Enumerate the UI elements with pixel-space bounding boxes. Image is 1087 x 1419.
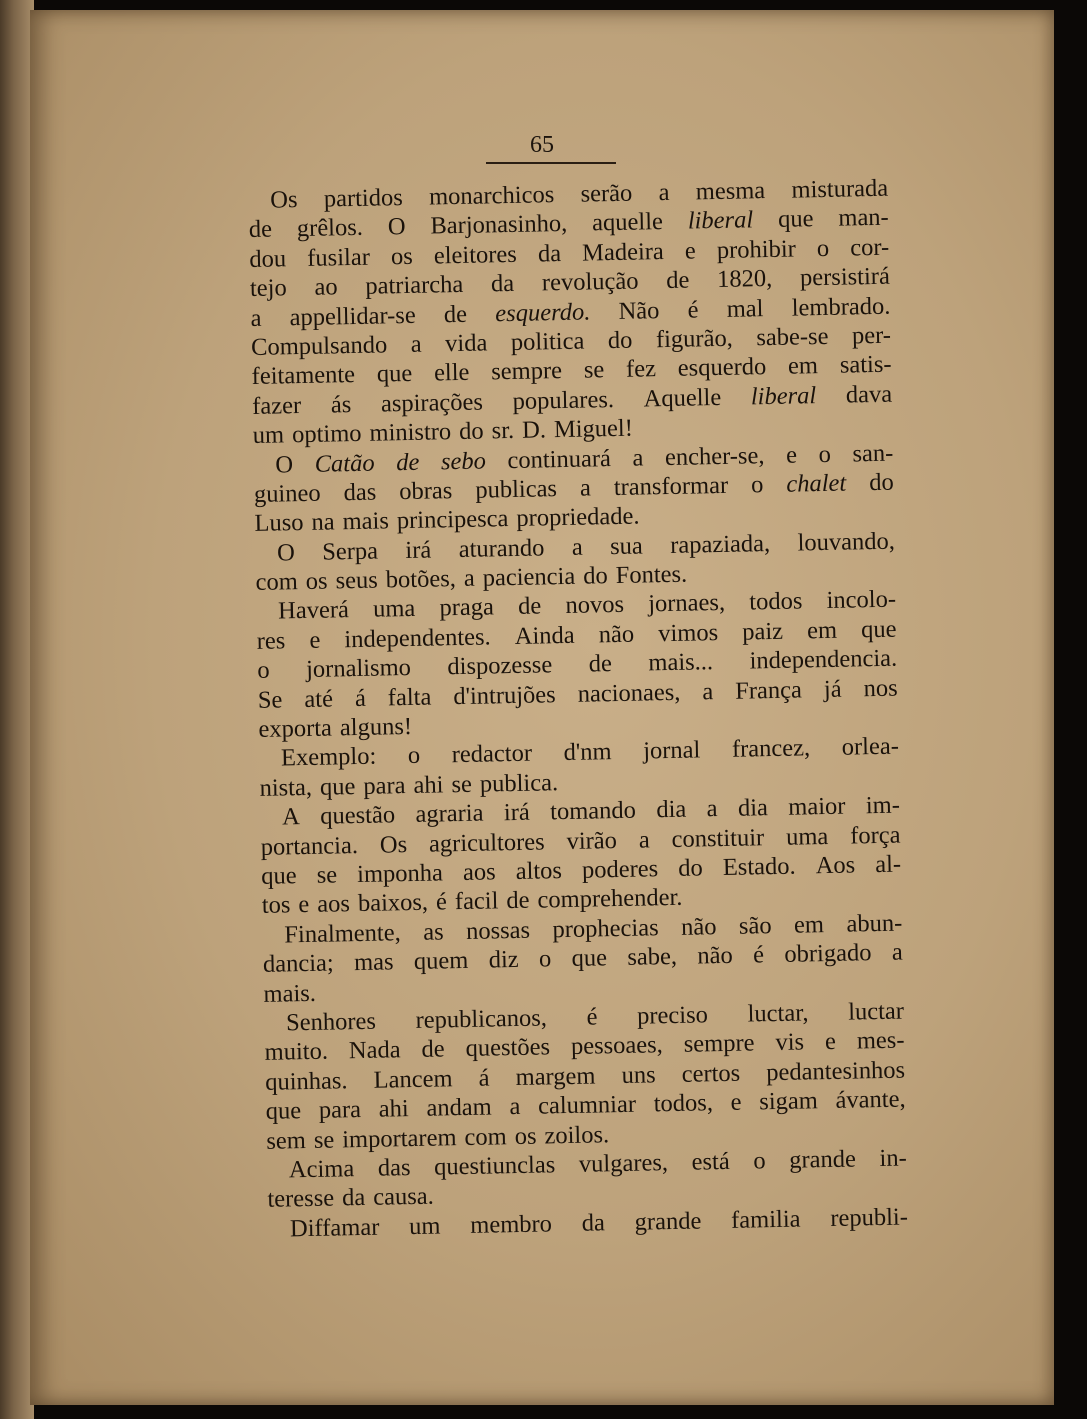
- word: agraria: [415, 799, 484, 829]
- word: mais...: [648, 648, 714, 677]
- word: Finalmente,: [284, 918, 401, 949]
- word: sem: [266, 1126, 307, 1155]
- word: serão: [580, 179, 633, 208]
- word: Lancem: [373, 1064, 453, 1094]
- word: um: [408, 1212, 441, 1240]
- word: o: [538, 945, 552, 973]
- word: im-: [865, 791, 901, 820]
- word: independentes.: [344, 623, 491, 654]
- word: vis: [775, 1028, 805, 1057]
- word: em: [793, 910, 825, 939]
- word: aos: [317, 890, 351, 919]
- word: irá: [503, 798, 530, 827]
- word: pessoaes,: [570, 1031, 664, 1061]
- word: Se: [257, 686, 283, 714]
- word: e: [309, 626, 321, 654]
- word: das: [377, 1153, 411, 1182]
- word: mes-: [856, 1026, 905, 1055]
- word: aturando: [458, 534, 545, 563]
- word: ahi: [378, 1095, 409, 1123]
- word: comprehender.: [537, 884, 683, 914]
- word: luctar,: [747, 999, 809, 1028]
- word: Estado.: [722, 852, 796, 881]
- word: são: [738, 911, 772, 940]
- word: nacionaes,: [577, 678, 681, 708]
- word: Diffamar: [289, 1213, 380, 1243]
- word: que: [260, 862, 297, 890]
- word: francez,: [731, 734, 811, 764]
- word: poderes: [581, 855, 659, 884]
- word: do: [582, 562, 608, 590]
- word: se: [313, 1126, 335, 1154]
- word: um: [252, 421, 285, 450]
- word: fazer: [251, 391, 302, 420]
- word: de: [665, 266, 690, 295]
- word: importarem: [341, 1123, 457, 1153]
- word: in-: [879, 1144, 907, 1172]
- word: figurão,: [655, 324, 734, 354]
- word: todos,: [653, 1089, 714, 1118]
- page-number: 65: [530, 132, 554, 158]
- word: até: [304, 685, 334, 713]
- word: aquelle: [591, 208, 664, 237]
- word: fez: [625, 355, 657, 384]
- word: tejo: [249, 274, 287, 303]
- word: appellidar-se: [289, 301, 416, 331]
- word: lembrado.: [791, 292, 891, 322]
- word: constituir: [671, 823, 765, 853]
- word: seus: [335, 566, 379, 595]
- word: grêlos.: [296, 214, 364, 243]
- word: que: [265, 1097, 302, 1125]
- word: e: [730, 1088, 742, 1117]
- word: dou: [249, 245, 287, 273]
- word: tomando: [549, 796, 637, 826]
- word: em: [806, 616, 838, 645]
- word: Nada: [348, 1036, 401, 1065]
- word: que: [860, 615, 897, 644]
- word: zoilos.: [544, 1120, 610, 1149]
- word: o: [818, 440, 832, 468]
- word: Ainda: [514, 621, 575, 650]
- word: alguns!: [339, 712, 413, 742]
- word: liberal: [687, 206, 754, 235]
- word: de: [248, 215, 273, 244]
- word: do: [677, 854, 704, 882]
- word: patriarcha: [365, 271, 464, 300]
- word: da: [341, 1184, 366, 1212]
- word: exporta: [258, 714, 333, 743]
- word: dispozesse: [447, 651, 553, 681]
- word: a: [658, 178, 670, 207]
- word: á: [478, 1064, 490, 1092]
- word: Compulsando: [250, 331, 388, 361]
- word: novos: [565, 591, 625, 620]
- word: não: [598, 620, 635, 649]
- word: questão: [319, 801, 396, 830]
- word: politica: [510, 327, 585, 356]
- word: de: [588, 650, 613, 678]
- word: republicanos,: [415, 1004, 548, 1034]
- word: sigam: [759, 1087, 819, 1116]
- word: margem: [515, 1062, 596, 1091]
- word: Catão: [314, 449, 375, 478]
- word: vulgares,: [578, 1149, 669, 1178]
- word: prohibir: [716, 235, 797, 264]
- word: esquerdo.: [495, 298, 591, 327]
- word: publica.: [479, 768, 559, 798]
- word: continuará: [507, 444, 612, 474]
- word: dia: [656, 795, 687, 824]
- word: de: [421, 1035, 445, 1064]
- word: imponha: [356, 859, 444, 889]
- word: Haverá: [277, 596, 350, 625]
- word: que: [319, 772, 356, 801]
- word: sebo: [440, 447, 487, 475]
- word: sempre: [490, 357, 563, 386]
- word: Não: [618, 296, 660, 325]
- word: do: [607, 326, 633, 355]
- word: partidos: [323, 184, 404, 213]
- word: a: [571, 533, 583, 561]
- word: o: [753, 1147, 766, 1175]
- word: já: [823, 675, 842, 703]
- word: baixos,: [357, 889, 429, 918]
- word: D.: [521, 416, 547, 444]
- word: irá: [405, 536, 432, 564]
- word: é: [435, 888, 448, 916]
- word: mas: [353, 948, 394, 977]
- word: optimo: [291, 419, 362, 449]
- word: O: [387, 213, 406, 241]
- word: e: [824, 1028, 837, 1056]
- word: pedantesinhos: [766, 1056, 906, 1086]
- word: 1820,: [716, 265, 773, 294]
- word: louvando,: [797, 527, 896, 557]
- word: se: [316, 861, 338, 889]
- word: França: [734, 676, 803, 705]
- word: Aos: [815, 851, 856, 880]
- word: que: [571, 944, 608, 973]
- word: O: [276, 538, 296, 567]
- word: e: [785, 441, 798, 469]
- word: preciso: [636, 1001, 709, 1030]
- word: virão: [566, 826, 618, 855]
- word: sabe-se: [756, 322, 829, 352]
- word: esquerdo: [677, 353, 767, 383]
- word: a: [638, 826, 650, 854]
- word: nos: [863, 674, 898, 702]
- word: falta: [387, 683, 432, 712]
- word: mal: [726, 294, 764, 323]
- word: a: [632, 443, 644, 472]
- word: se: [583, 356, 605, 384]
- word: a: [463, 564, 475, 593]
- word: independencia.: [749, 644, 898, 675]
- word: da: [581, 1209, 606, 1237]
- word: abun-: [846, 909, 903, 938]
- word: e: [684, 237, 697, 265]
- word: que: [777, 205, 814, 234]
- word: com: [464, 1122, 507, 1151]
- word: a: [509, 1093, 521, 1121]
- word: grande: [634, 1207, 702, 1236]
- word: facil: [454, 887, 499, 916]
- word: o: [257, 656, 270, 685]
- word: de: [443, 300, 468, 328]
- word: Os: [270, 186, 298, 214]
- word: muito.: [264, 1037, 329, 1067]
- word: diz: [488, 946, 519, 974]
- word: quem: [413, 947, 469, 976]
- word: republi-: [830, 1203, 909, 1232]
- word: membro: [470, 1210, 553, 1239]
- word: publicas: [475, 475, 558, 504]
- header-rule: [486, 162, 616, 164]
- word: guineo: [253, 479, 321, 508]
- word: maior: [788, 792, 846, 821]
- word: tos: [261, 891, 291, 920]
- word: de: [506, 887, 530, 915]
- word: do: [868, 468, 894, 497]
- word: os: [514, 1122, 537, 1150]
- word: a: [891, 938, 903, 966]
- word: uma: [785, 822, 829, 851]
- word: nista,: [259, 773, 313, 802]
- word: dia: [737, 794, 769, 822]
- word: vimos: [657, 618, 719, 648]
- word: dancia;: [262, 949, 334, 979]
- word: Luso: [254, 509, 304, 538]
- word: com: [255, 568, 299, 597]
- word: é: [586, 1003, 598, 1031]
- word: obras: [398, 477, 453, 506]
- book-binding-edge: [0, 0, 34, 1419]
- word: jornaes,: [647, 589, 726, 618]
- word: para: [363, 771, 406, 800]
- word: chalet: [786, 469, 847, 498]
- word: familia: [730, 1205, 801, 1234]
- word: d'nm: [563, 738, 612, 767]
- word: certos: [681, 1059, 741, 1088]
- word: ministro: [369, 418, 452, 447]
- word: andam: [426, 1093, 492, 1122]
- word: Barjonasinho,: [430, 210, 568, 240]
- word: a: [706, 795, 718, 823]
- word: não: [697, 941, 734, 970]
- word: misturada: [791, 174, 889, 204]
- word: os: [390, 242, 413, 271]
- word: é: [752, 941, 765, 969]
- word: para: [318, 1096, 362, 1124]
- word: todos: [749, 587, 803, 616]
- word: man-: [838, 204, 889, 233]
- word: se: [451, 770, 473, 799]
- word: em: [787, 352, 819, 381]
- word: quinhas.: [264, 1066, 348, 1096]
- word: Miguel!: [553, 414, 634, 444]
- word: sempre: [683, 1029, 755, 1059]
- book-page: [30, 10, 1054, 1405]
- word: botões,: [385, 565, 457, 594]
- word: per-: [851, 321, 892, 350]
- word: prophecias: [552, 914, 659, 944]
- word: altos: [515, 857, 563, 885]
- word: Os: [379, 830, 408, 859]
- word: paciencia: [482, 562, 576, 592]
- word: as: [422, 918, 444, 946]
- word: sr.: [491, 417, 515, 445]
- word: transformar: [613, 471, 729, 501]
- word: ávante,: [835, 1085, 906, 1114]
- word: principesca: [396, 505, 509, 535]
- word: praga: [439, 593, 495, 622]
- word: vida: [444, 329, 488, 358]
- word: está: [691, 1147, 730, 1176]
- word: a: [579, 474, 592, 502]
- word: san-: [852, 439, 894, 467]
- word: mais.: [263, 979, 317, 1008]
- word: O: [275, 450, 294, 479]
- word: populares.: [512, 385, 615, 415]
- word: da: [490, 270, 515, 298]
- word: persistirá: [799, 262, 891, 292]
- word: mesma: [695, 177, 766, 206]
- word: de: [395, 448, 420, 476]
- word: calumniar: [537, 1090, 637, 1120]
- word: do: [458, 417, 484, 446]
- word: elle: [433, 359, 470, 387]
- word: revolução: [541, 267, 639, 297]
- word: rapaziada,: [669, 529, 771, 559]
- word: a: [410, 330, 422, 358]
- word: sabe,: [627, 943, 678, 972]
- word: jornal: [642, 736, 701, 765]
- word: cor-: [849, 233, 890, 262]
- word: aspirações: [380, 388, 484, 418]
- word: questiunclas: [433, 1151, 556, 1181]
- word: al-: [874, 850, 902, 879]
- word: Acima: [288, 1155, 355, 1184]
- word: luctar: [847, 997, 905, 1026]
- word: das: [343, 478, 377, 507]
- word: fusilar: [306, 243, 371, 272]
- word: os: [305, 567, 328, 596]
- word: a: [702, 677, 714, 706]
- word: teresse: [267, 1184, 335, 1214]
- word: mais: [342, 507, 390, 536]
- word: sua: [609, 532, 644, 560]
- word: aos: [462, 858, 496, 886]
- word: Exemplo:: [280, 743, 377, 772]
- word: jornalismo: [305, 654, 412, 684]
- word: Serpa: [321, 537, 379, 566]
- word: grande: [788, 1145, 857, 1174]
- word: liberal: [750, 381, 817, 411]
- word: na: [311, 508, 335, 537]
- word: agricultores: [428, 828, 545, 858]
- word: ás: [330, 390, 352, 419]
- word: uma: [372, 595, 416, 624]
- word: redactor: [451, 740, 533, 769]
- word: Aquelle: [643, 383, 722, 413]
- word: eleitores: [433, 240, 518, 270]
- word: questões: [465, 1033, 551, 1063]
- word: o: [816, 234, 830, 262]
- word: portancia.: [260, 831, 359, 861]
- word: a: [250, 304, 262, 332]
- word: d'intrujões: [453, 680, 556, 710]
- word: dava: [845, 380, 893, 409]
- word: Fontes.: [615, 560, 688, 590]
- word: nossas: [465, 916, 531, 945]
- word: Madeira: [581, 237, 665, 267]
- word: e: [298, 891, 310, 919]
- word: ao: [314, 273, 338, 301]
- word: paiz: [741, 617, 784, 646]
- word: obrigado: [784, 939, 872, 968]
- word: causa.: [372, 1182, 435, 1212]
- word: é: [687, 295, 699, 324]
- word: força: [849, 821, 901, 850]
- word: da: [537, 239, 562, 268]
- word: o: [750, 471, 764, 499]
- word: A: [281, 803, 301, 831]
- word: incolo-: [826, 586, 897, 615]
- word: monarchicos: [428, 181, 555, 211]
- word: o: [407, 742, 421, 770]
- word: não: [680, 912, 717, 941]
- word: res: [256, 627, 286, 655]
- word: de: [517, 592, 542, 621]
- word: orlea-: [841, 733, 900, 762]
- word: que: [376, 360, 413, 388]
- word: feitamente: [251, 361, 356, 391]
- word: Senhores: [285, 1007, 377, 1037]
- word: ahi: [413, 771, 444, 799]
- word: propriedade.: [516, 502, 640, 533]
- word: uns: [621, 1061, 656, 1089]
- word: satis-: [839, 351, 892, 380]
- page-body-text: [248, 174, 908, 1244]
- word: encher-se,: [664, 441, 765, 471]
- word: á: [354, 684, 367, 712]
